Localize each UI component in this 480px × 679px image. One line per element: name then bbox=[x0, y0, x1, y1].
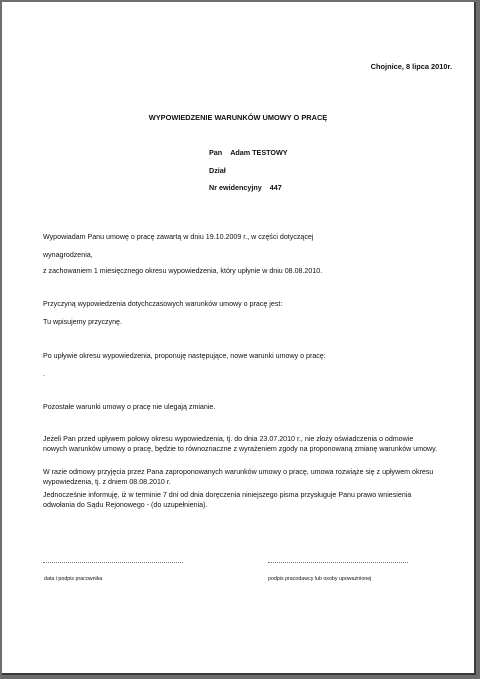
unchanged-terms: Pozostałe warunki umowy o pracę nie ulegają zmianie. bbox=[43, 403, 216, 411]
refusal-paragraph: W razie odmowy przyjęcia przez Pana zaproponowanych warunków umowy o pracę, umowa rozwiąże się z upływem okresu wypowiedzenia, tj. z dniem 08.08.2010 r. bbox=[43, 468, 434, 486]
reason-text: Tu wpisujemy przyczynę. bbox=[43, 318, 122, 326]
employee-signature-line bbox=[43, 562, 183, 563]
acceptance-paragraph: Jeżeli Pan przed upływem połowy okresu wypowiedzenia, tj. do dnia 23.07.2010 r., nie złoży oświadczenia o odmowie nowych warunków umowy o pracę, będzie to równoznaczne z wyrażeniem zgody na proponowaną zmianę warunków umowy. bbox=[43, 435, 438, 453]
document-page bbox=[2, 2, 476, 675]
appeal-paragraph: Jednocześnie informuję, iż w terminie 7 dni od dnia doręczenia niniejszego pisma przysługuje Panu prawo wniesienia odwołania do Sądu Rejonowego - (do uzupełnienia). bbox=[43, 491, 412, 509]
recipient-id-value: 447 bbox=[269, 183, 282, 192]
employer-signature-label: podpis pracodawcy lub osoby upoważnionej bbox=[268, 576, 372, 582]
termination-line-1: Wypowiadam Panu umowę o pracę zawartą w dniu 19.10.2009 r., w części dotyczącej bbox=[43, 233, 314, 241]
recipient-name-line bbox=[209, 148, 288, 157]
new-terms-intro: Po upływie okresu wypowiedzenia, proponuję następujące, nowe warunki umowy o pracę: bbox=[43, 352, 326, 360]
recipient-name: Adam TESTOWY bbox=[230, 148, 288, 157]
document-title: WYPOWIEDZENIE WARUNKÓW UMOWY O PRACĘ bbox=[148, 113, 328, 122]
employee-signature-label: data i podpis pracownika bbox=[44, 576, 103, 582]
recipient-department: Dział bbox=[209, 166, 226, 175]
new-terms-text: . bbox=[43, 370, 45, 378]
recipient-id-line bbox=[209, 183, 282, 192]
termination-line-3: z zachowaniem 1 miesięcznego okresu wypowiedzenia, który upłynie w dniu 08.08.2010. bbox=[43, 267, 323, 275]
recipient-id-label: Nr ewidencyjny bbox=[209, 183, 262, 192]
place-date: Chojnice, 8 lipca 2010r. bbox=[370, 62, 452, 71]
recipient-salutation: Pan bbox=[209, 148, 223, 157]
employer-signature-line bbox=[268, 562, 408, 563]
termination-line-2: wynagrodzenia, bbox=[43, 251, 93, 259]
reason-intro: Przyczyną wypowiedzenia dotychczasowych warunków umowy o pracę jest: bbox=[43, 300, 283, 308]
